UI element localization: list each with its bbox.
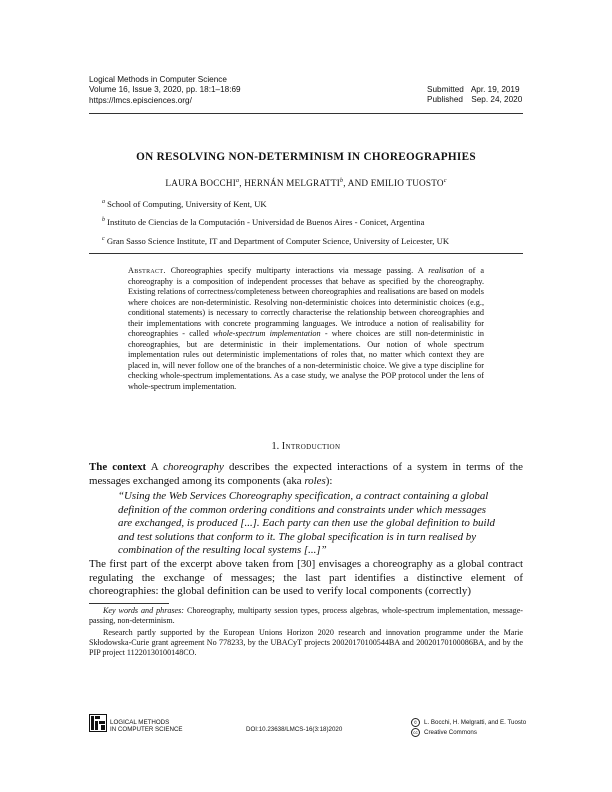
journal-header: [89, 75, 241, 106]
author-list: LAURA BOCCHI$^a$, HERNÁN MELGRATTI$^b$, AND EMILIO TUOSTO$^c$: [165, 178, 447, 189]
license-row: [411, 728, 526, 737]
header-rule: [89, 113, 523, 114]
dates-block: [427, 85, 522, 106]
journal-url[interactable]: https://lmcs.episciences.org/: [89, 95, 192, 105]
author-3-sup: c: [443, 178, 447, 184]
section-title: Introduction: [281, 441, 341, 452]
paper-title: ON RESOLVING NON-DETERMINISM IN CHOREOGRAPHIES: [136, 151, 476, 163]
published-date: Sep. 24, 2020: [471, 95, 523, 105]
copyright-holders: L. Bocchi, H. Melgratti, and E. Tuosto: [424, 719, 527, 727]
logo-line-2: IN COMPUTER SCIENCE: [110, 726, 183, 734]
intro-text-1: A: [150, 461, 158, 473]
license-block: [411, 718, 526, 737]
author-3: AND EMILIO TUOSTO: [347, 178, 444, 189]
intro-after-quote: The first part of the excerpt above taken from [30] envisages a choreography as a global contract regulating the exchange of messages; the last part identifies a distinctive element of choreographies: the global definition can be used to verify local components (correctly): [89, 558, 523, 597]
author-2-sup: b: [340, 178, 344, 184]
lmcs-logo-icon: [89, 714, 107, 732]
intro-em-choreography: choreography: [163, 461, 224, 473]
published-label: Published: [427, 95, 463, 105]
keywords-footnote: [89, 606, 523, 626]
footnote-rule: [89, 603, 169, 604]
funding-footnote: Research partly supported by the European Unions Horizon 2020 research and innovation programme under the Marie Skłodowska-Curie grant agreement No 778233, by the UBACyT projects 20020170100544BA and 20020170100086BA, and by the PIP project 11220130100148CO.: [89, 628, 523, 658]
section-number: 1.: [271, 441, 280, 452]
author-1: LAURA BOCCHI: [165, 178, 236, 189]
published-row: [427, 95, 522, 105]
intro-text-2: describes the expected interactions of a system in terms of the messages exchanged among its components (aka: [89, 461, 523, 487]
submitted-row: [427, 85, 522, 95]
intro-em-roles: roles: [304, 474, 326, 487]
copyright-icon: ©: [411, 718, 420, 727]
logo-line-1: LOGICAL METHODS: [110, 719, 170, 726]
affiliation-b: [102, 217, 424, 227]
affiliation-c-sup: c: [102, 236, 105, 243]
keywords-text: Choreography, multiparty session types, process algebras, whole-spectrum implementation, message-passing, non-determinism.: [89, 606, 523, 626]
abstract-text-3: - where choices are still non-deterministic in choreographies, but are deterministic in their implementations. Our notion of whole spectrum implementation rules out deterministic implementations of roles that, no matter which context they are placed in, will never follow one of the branches of a non-deterministic choice. We give a type discipline for checking whole-spectrum implementations. As a case study, we analyse the POP protocol under the lens of whole-spectrum implementation.: [128, 329, 485, 391]
logo-text: [110, 719, 183, 734]
author-2: HERNÁN MELGRATTI: [244, 178, 341, 189]
intro-paragraph: [89, 461, 523, 488]
affiliation-b-text: Instituto de Ciencias de la Computación - Universidad de Buenos Aires - Conicet, Argentina: [107, 217, 425, 227]
affiliation-c-text: Gran Sasso Science Institute, IT and Department of Computer Science, University of Leicester, UK: [106, 236, 450, 246]
license-text[interactable]: Creative Commons: [424, 729, 477, 737]
abstract-label: Abstract.: [128, 266, 166, 275]
journal-name: Logical Methods in Computer Science: [89, 75, 227, 84]
doi[interactable]: DOI:10.23638/LMCS-16(3:18)2020: [246, 726, 343, 733]
abstract-text-1: Choreographies specify multiparty interactions via message passing. A: [170, 266, 424, 275]
affiliation-a-text: School of Computing, University of Kent, UK: [107, 199, 267, 209]
submitted-label: Submitted: [427, 85, 464, 94]
affiliation-rule: [89, 253, 523, 254]
submitted-date: Apr. 19, 2019: [470, 85, 520, 94]
author-1-sup: a: [235, 178, 240, 184]
copyright-row: [411, 718, 526, 727]
affiliation-a-sup: a: [102, 199, 105, 206]
intro-heading: The context: [89, 461, 147, 473]
intro-quote: “Using the Web Services Choreography specification, a contract containing a global definition of the common ordering conditions and constraints under which messages are exchanged, is produced [...]. Each party can then use the global definition to build and test solutions that conform to it. The global specification is in turn realised by combination of the resulting local systems [...]”: [118, 490, 495, 556]
creative-commons-icon: cc: [411, 728, 420, 737]
keywords-label: Key words and phrases:: [103, 606, 184, 615]
affiliation-b-sup: b: [102, 217, 105, 224]
abstract-text-2: of a choreography is a composition of independent processes that behave as specified by the choreography. Existing relations of correctness/completeness between choreographies and realisations are based on models where choices are non-deterministic. Resolving non-deterministic choices into deterministic choices (e.g., conditional statements) is necessary to correctly characterise the relationship between choreographies and their implementations with concrete programming languages. We introduce a notion of realisability for choreographies - called: [128, 266, 484, 338]
affiliation-c: [102, 236, 449, 246]
affiliation-a: [102, 199, 267, 209]
intro-text-3: ):: [325, 474, 333, 487]
section-heading: [89, 441, 523, 452]
volume-line: Volume 16, Issue 3, 2020, pp. 18:1–18:69: [89, 85, 241, 95]
abstract-em-whole-spectrum: whole-spectrum implementation: [213, 329, 321, 338]
abstract-em-realisation: realisation: [428, 266, 464, 275]
abstract: [128, 266, 484, 392]
